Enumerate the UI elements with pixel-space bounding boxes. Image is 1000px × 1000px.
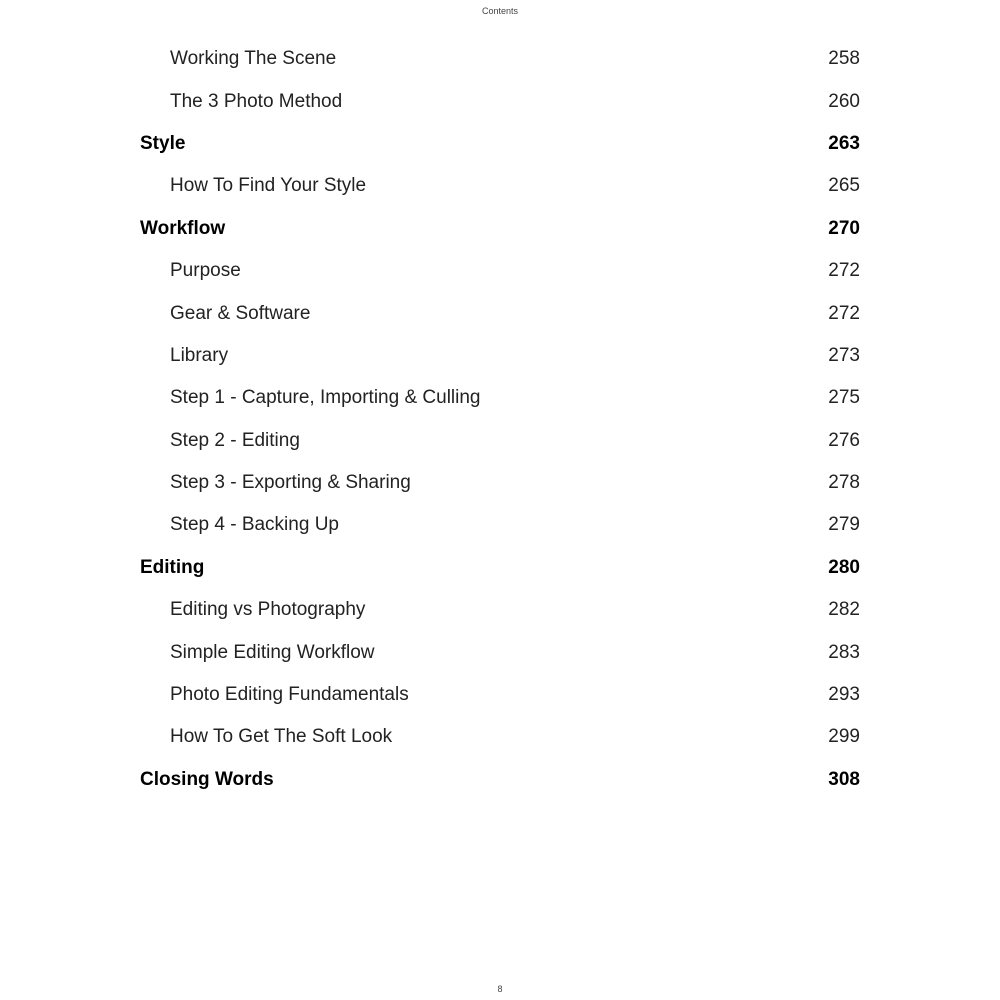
- toc-entry-title: Editing vs Photography: [170, 599, 366, 621]
- toc-entry-page-number: 258: [828, 48, 860, 70]
- toc-subsection-entry[interactable]: [140, 335, 860, 377]
- toc-entry-page-number: 272: [828, 260, 860, 282]
- toc-entry-page-number: 279: [828, 514, 860, 536]
- page-number: 8: [497, 984, 503, 994]
- toc-section-entry[interactable]: [140, 547, 860, 589]
- toc-subsection-entry[interactable]: [140, 80, 860, 122]
- toc-entry-title: Closing Words: [140, 768, 274, 790]
- toc-entry-title: Editing: [140, 556, 205, 578]
- toc-entry-title: Library: [170, 344, 229, 366]
- toc-entry-page-number: 276: [828, 429, 860, 451]
- toc-entry-page-number: 299: [828, 726, 860, 748]
- running-header: Contents: [481, 6, 519, 16]
- toc-subsection-entry[interactable]: [140, 292, 860, 334]
- toc-entry-page-number: 283: [828, 641, 860, 663]
- toc-subsection-entry[interactable]: [140, 462, 860, 504]
- toc-entry-page-number: 308: [828, 768, 860, 790]
- toc-entry-page-number: 263: [828, 132, 860, 154]
- toc-entry-title: Workflow: [140, 217, 226, 239]
- toc-section-entry[interactable]: [140, 759, 860, 801]
- toc-entry-page-number: 270: [828, 217, 860, 239]
- toc-entry-page-number: 272: [828, 302, 860, 324]
- toc-entry-title: Simple Editing Workflow: [170, 641, 375, 663]
- toc-entry-title: Purpose: [170, 260, 241, 282]
- toc-subsection-entry[interactable]: [140, 504, 860, 546]
- toc-entry-page-number: 260: [828, 90, 860, 112]
- toc-entry-page-number: 273: [828, 344, 860, 366]
- toc-entry-title: The 3 Photo Method: [170, 90, 343, 112]
- toc-entry-title: Step 1 - Capture, Importing & Culling: [170, 387, 481, 409]
- toc-entry-title: Working The Scene: [170, 48, 337, 70]
- toc-entry-page-number: 278: [828, 472, 860, 494]
- toc-subsection-entry[interactable]: [140, 38, 860, 80]
- toc-entry-title: Gear & Software: [170, 302, 311, 324]
- toc-subsection-entry[interactable]: [140, 377, 860, 419]
- toc-entry-title: Style: [140, 132, 186, 154]
- toc-entry-title: Photo Editing Fundamentals: [170, 684, 409, 706]
- toc-subsection-entry[interactable]: [140, 716, 860, 758]
- toc-entry-page-number: 275: [828, 387, 860, 409]
- toc-section-entry[interactable]: [140, 208, 860, 250]
- toc-entry-page-number: 265: [828, 175, 860, 197]
- toc-entry-title: How To Find Your Style: [170, 175, 367, 197]
- toc-subsection-entry[interactable]: [140, 165, 860, 207]
- toc-entry-page-number: 293: [828, 684, 860, 706]
- toc-section-entry[interactable]: [140, 123, 860, 165]
- toc-subsection-entry[interactable]: [140, 250, 860, 292]
- toc-subsection-entry[interactable]: [140, 420, 860, 462]
- toc-entry-page-number: 280: [828, 556, 860, 578]
- table-of-contents: [140, 38, 860, 801]
- toc-entry-title: Step 2 - Editing: [170, 429, 300, 451]
- toc-entry-title: Step 4 - Backing Up: [170, 514, 339, 536]
- toc-entry-title: How To Get The Soft Look: [170, 726, 393, 748]
- toc-subsection-entry[interactable]: [140, 589, 860, 631]
- toc-entry-title: Step 3 - Exporting & Sharing: [170, 472, 411, 494]
- toc-subsection-entry[interactable]: [140, 631, 860, 673]
- toc-entry-page-number: 282: [828, 599, 860, 621]
- toc-subsection-entry[interactable]: [140, 674, 860, 716]
